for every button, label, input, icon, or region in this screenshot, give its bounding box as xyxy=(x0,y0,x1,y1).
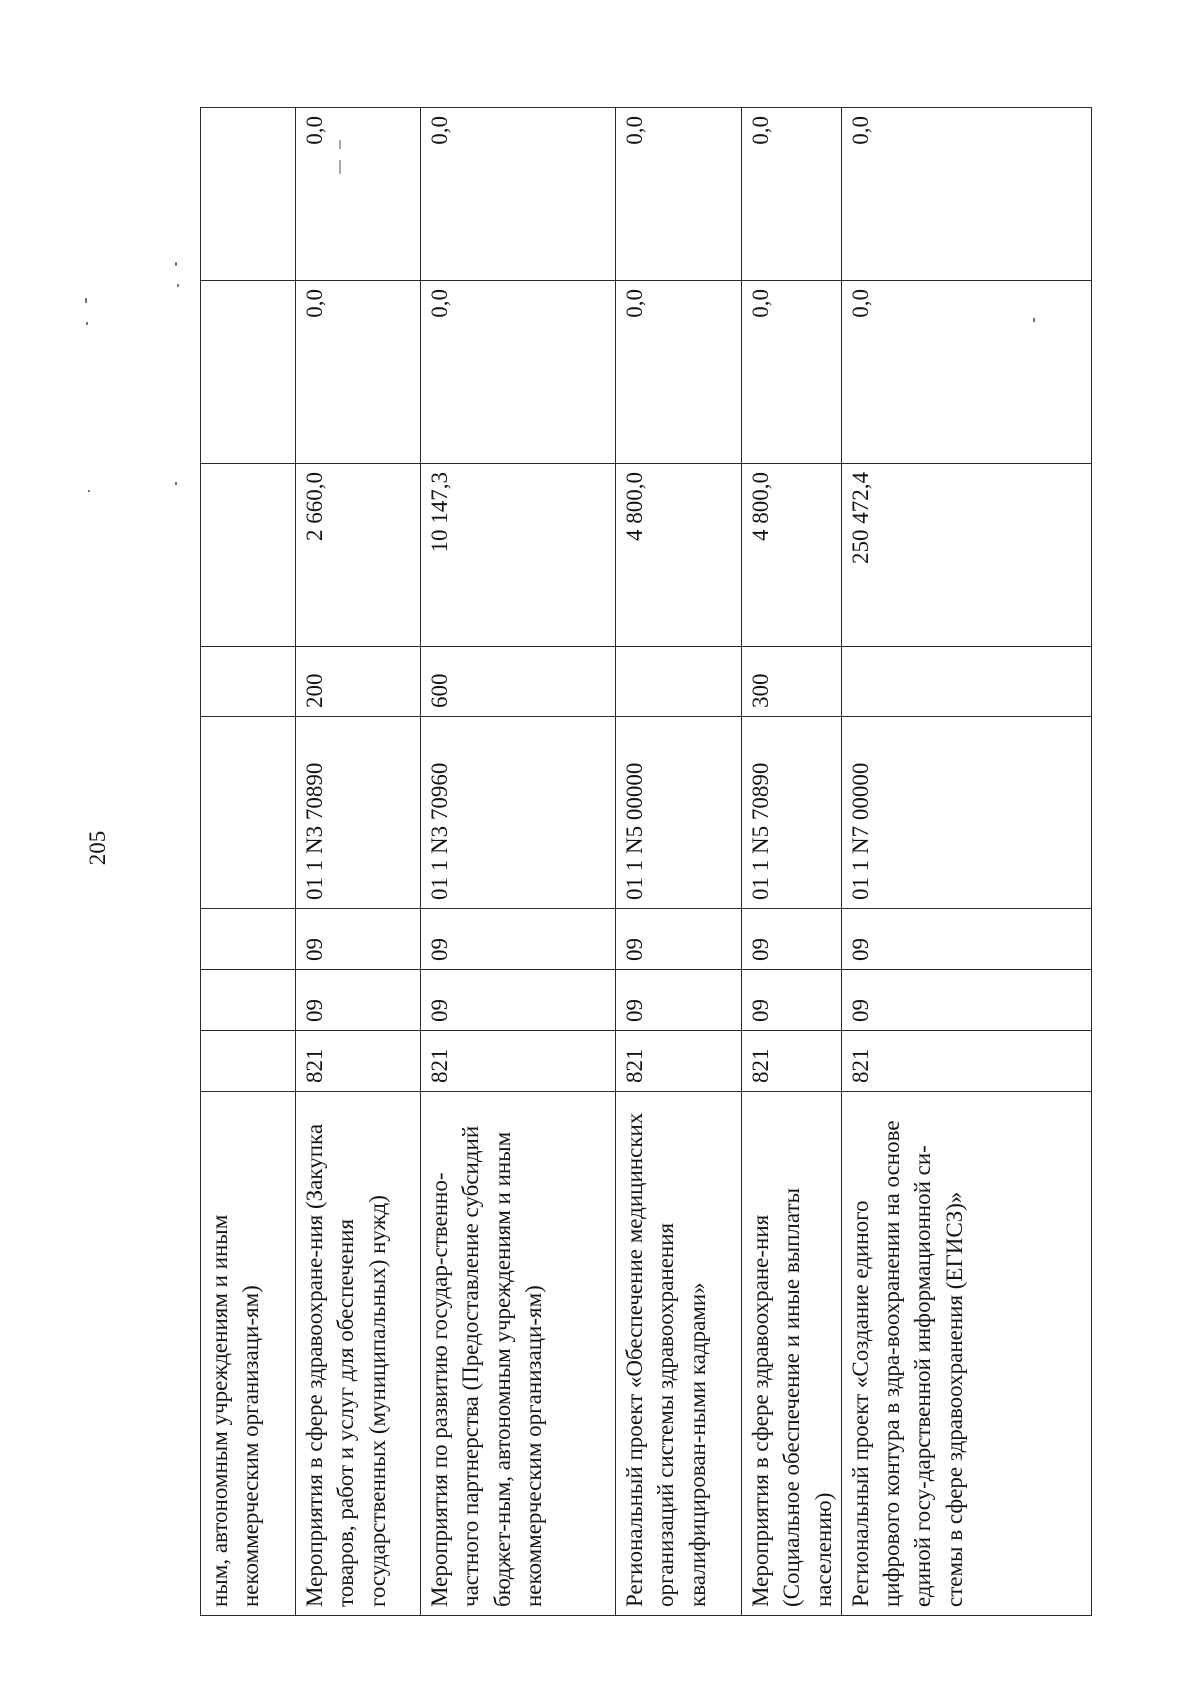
item-name: Региональный проект «Обеспечение медицинских организаций системы здравоохранения квалифицирован-ными кадрами» xyxy=(616,1092,742,1616)
scan-speck xyxy=(177,284,179,287)
item-name: Мероприятия по развитию государ-ственно-частного партнерства (Предоставление субсидий бюджет-ным, автономным учреждениям и иным некоммерческим организаци-ям) xyxy=(421,1092,616,1616)
sum-year-1: 10 147,3 xyxy=(421,464,616,647)
table-row xyxy=(421,108,616,1616)
table-row xyxy=(841,108,1091,1616)
expense-type: 200 xyxy=(296,647,421,717)
admin-code: 821 xyxy=(616,1031,742,1092)
item-name: Мероприятия в сфере здравоохране-ния (Закупка товаров, работ и услуг для обеспечения государственных (муниципальных) нужд) xyxy=(296,1092,421,1616)
target-article: 01 1 N5 70890 xyxy=(742,717,842,909)
scan-speck xyxy=(175,482,177,485)
page-number: 205 xyxy=(85,830,110,866)
scan-speck xyxy=(85,298,87,303)
sum-year-1 xyxy=(201,464,296,647)
expense-type xyxy=(841,647,1091,717)
target-article xyxy=(201,717,296,909)
section-code xyxy=(201,970,296,1031)
budget-table xyxy=(200,107,1092,1616)
target-article: 01 1 N7 00000 xyxy=(841,717,1091,909)
table-row xyxy=(296,108,421,1616)
subsection-code xyxy=(201,909,296,970)
sum-year-3: 0,0 xyxy=(841,108,1091,281)
sum-year-1: 2 660,0 xyxy=(296,464,421,647)
sum-year-2: 0,0 xyxy=(421,281,616,464)
admin-code xyxy=(201,1031,296,1092)
sum-year-1: 4 800,0 xyxy=(742,464,842,647)
scan-speck xyxy=(88,490,90,492)
expense-type xyxy=(616,647,742,717)
table-row xyxy=(616,108,742,1616)
subsection-code: 09 xyxy=(616,909,742,970)
expense-type: 600 xyxy=(421,647,616,717)
admin-code: 821 xyxy=(296,1031,421,1092)
scan-speck xyxy=(86,322,88,325)
subsection-code: 09 xyxy=(742,909,842,970)
sum-year-3: 0,0 xyxy=(616,108,742,281)
sum-year-2: 0,0 xyxy=(742,281,842,464)
section-code: 09 xyxy=(296,970,421,1031)
admin-code: 821 xyxy=(742,1031,842,1092)
scan-speck xyxy=(175,262,177,266)
scan-speck xyxy=(1033,318,1035,322)
scan-speck xyxy=(339,140,341,149)
subsection-code: 09 xyxy=(841,909,1091,970)
section-code: 09 xyxy=(742,970,842,1031)
sum-year-1: 250 472,4 xyxy=(841,464,1091,647)
item-name: Региональный проект «Создание единого цифрового контура в здра-воохранении на основе единой госу-дарственной информационной си-стемы в сфере здравоохранения (ЕГИСЗ)» xyxy=(841,1092,1091,1616)
target-article: 01 1 N5 00000 xyxy=(616,717,742,909)
sum-year-2: 0,0 xyxy=(296,281,421,464)
section-code: 09 xyxy=(421,970,616,1031)
section-code: 09 xyxy=(616,970,742,1031)
subsection-code: 09 xyxy=(296,909,421,970)
subsection-code: 09 xyxy=(421,909,616,970)
table-row xyxy=(742,108,842,1616)
sum-year-3 xyxy=(201,108,296,281)
expense-type xyxy=(201,647,296,717)
sum-year-3: 0,0 xyxy=(296,108,421,281)
sum-year-2: 0,0 xyxy=(841,281,1091,464)
admin-code: 821 xyxy=(841,1031,1091,1092)
budget-table-container xyxy=(200,108,1088,1616)
expense-type: 300 xyxy=(742,647,842,717)
section-code: 09 xyxy=(841,970,1091,1031)
scan-speck xyxy=(339,160,341,174)
table-row xyxy=(201,108,296,1616)
sum-year-3: 0,0 xyxy=(742,108,842,281)
item-name: ным, автономным учреждениям и иным некоммерческим организаци-ям) xyxy=(201,1092,296,1616)
sum-year-2: 0,0 xyxy=(616,281,742,464)
admin-code: 821 xyxy=(421,1031,616,1092)
sum-year-2 xyxy=(201,281,296,464)
target-article: 01 1 N3 70890 xyxy=(296,717,421,909)
sum-year-1: 4 800,0 xyxy=(616,464,742,647)
target-article: 01 1 N3 70960 xyxy=(421,717,616,909)
item-name: Мероприятия в сфере здравоохране-ния (Социальное обеспечение и иные выплаты населению) xyxy=(742,1092,842,1616)
sum-year-3: 0,0 xyxy=(421,108,616,281)
